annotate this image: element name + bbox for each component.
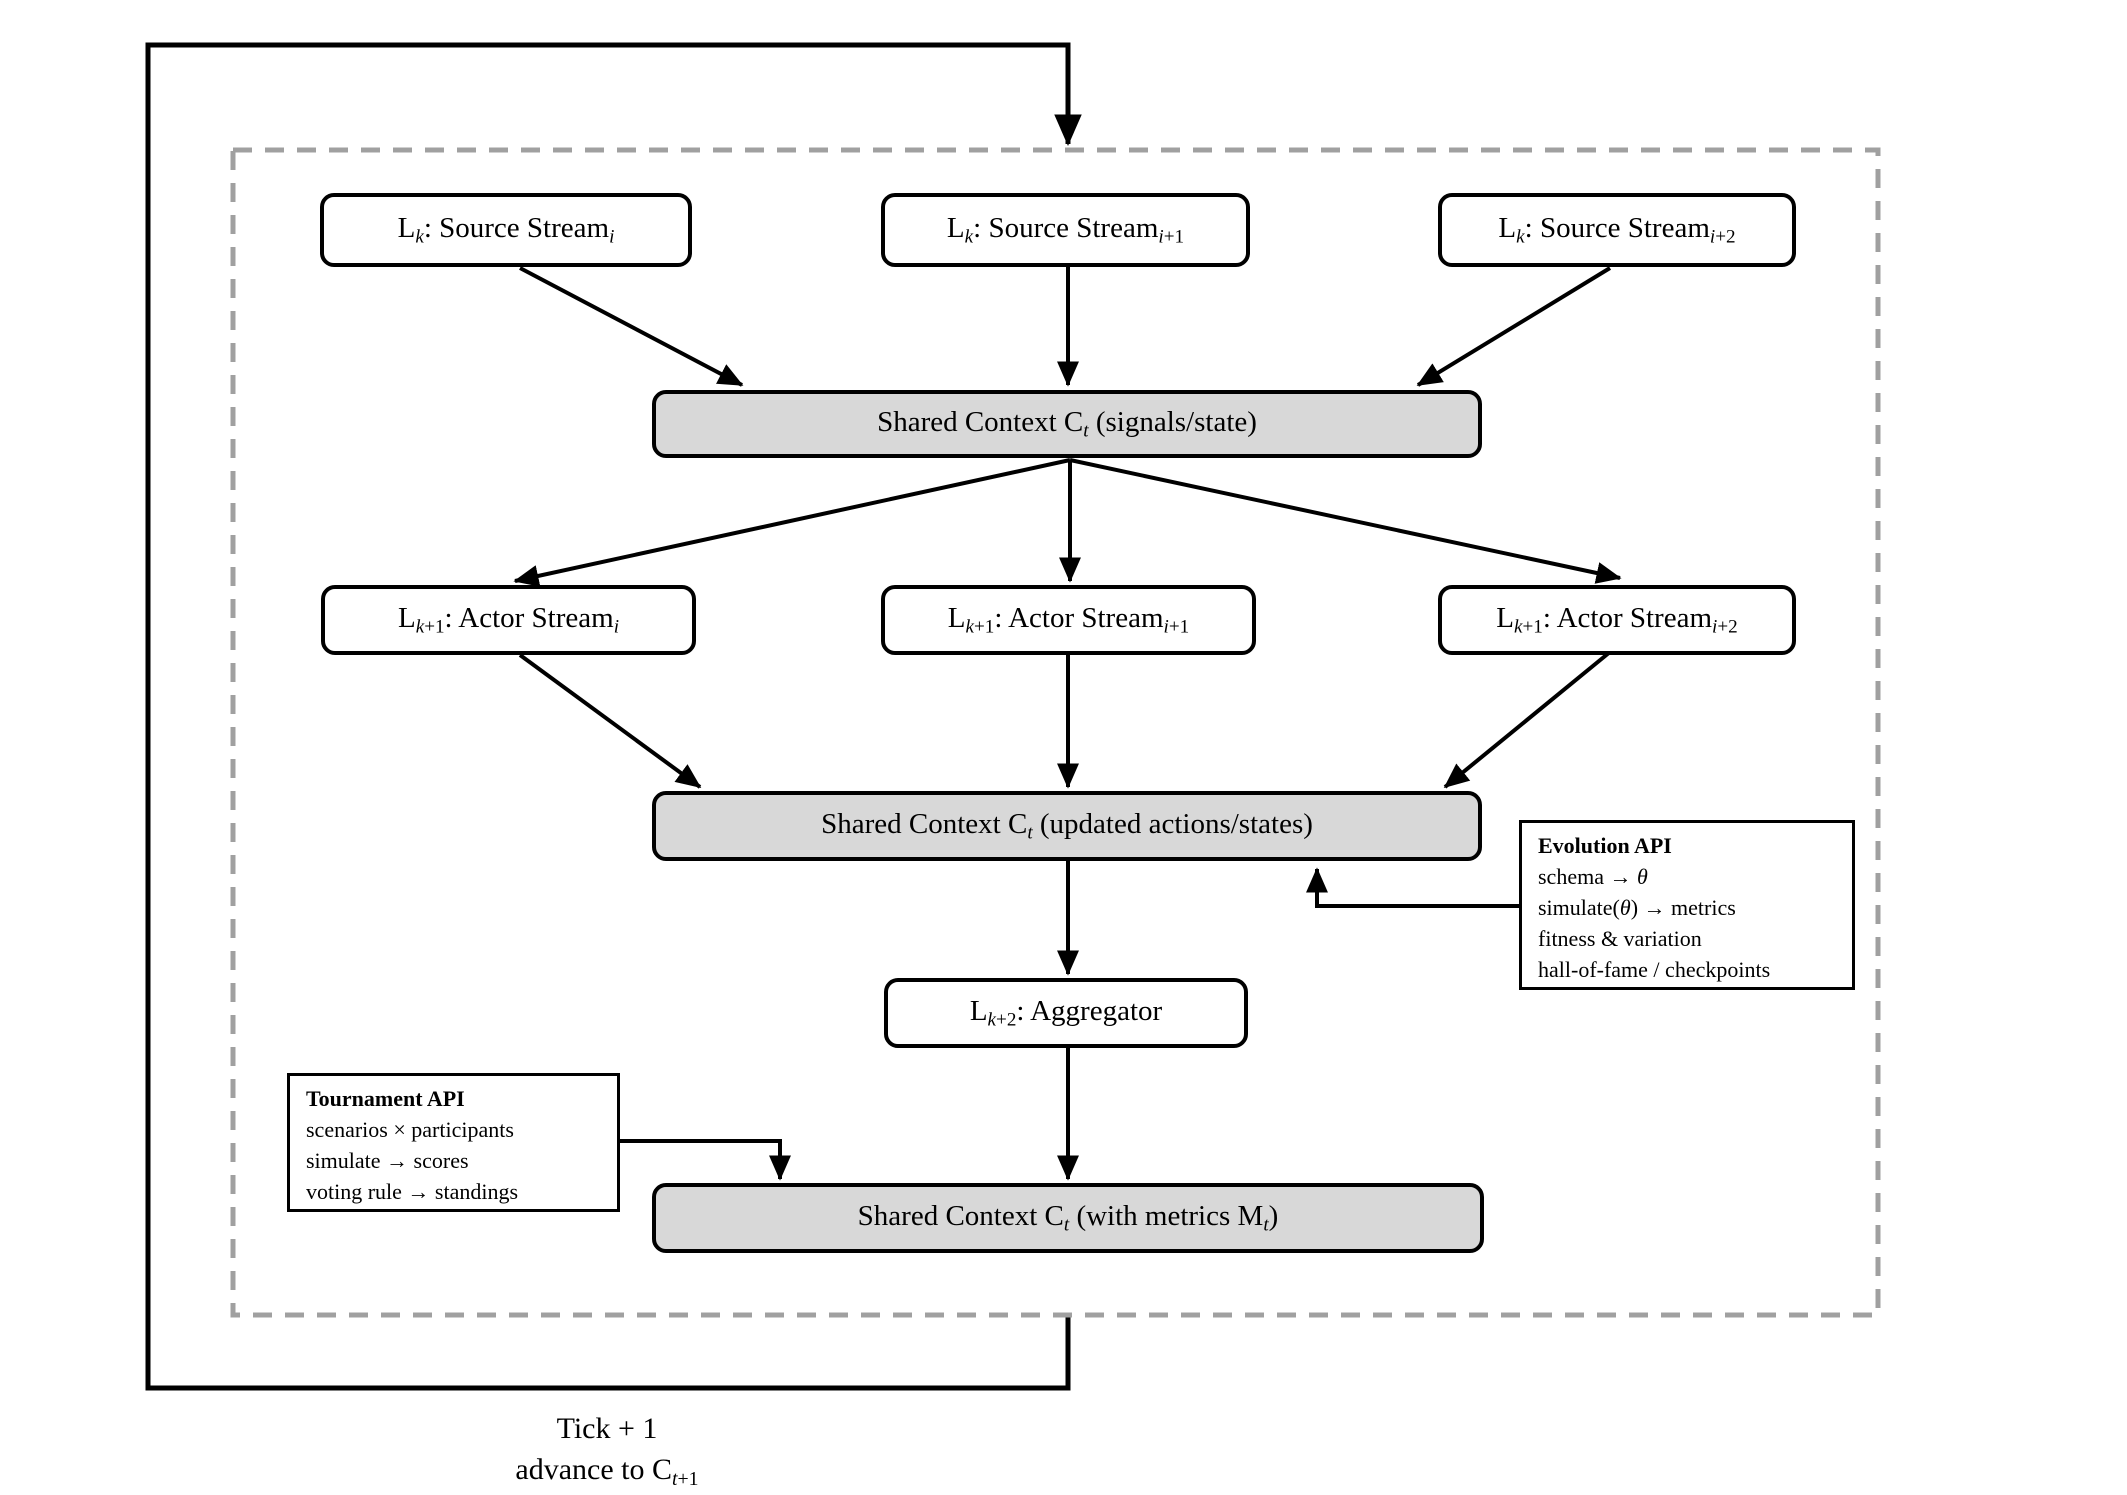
- tournament-api-line-voting: voting rule → standings: [306, 1179, 519, 1204]
- tick-loop-label-line2: advance to $C_{t+1}$: [515, 1453, 699, 1490]
- tick-loop-label-line1: Tick + 1: [556, 1412, 658, 1445]
- evolution-api-note: [1519, 820, 1855, 990]
- arrow-tournament-api-to-shared-metrics: [620, 1141, 780, 1179]
- tick-loop-label: [307, 1408, 907, 1495]
- node-shared-context-updated-label: Shared Context $C_t$ (updated actions/states): [821, 807, 1313, 844]
- evolution-api-line-fitness: fitness & variation: [1538, 926, 1702, 951]
- node-shared-context-signals: [652, 390, 1482, 458]
- arrow-actor1-to-shared-updated: [520, 655, 700, 787]
- tournament-api-line-simulate: simulate → scores: [306, 1148, 469, 1173]
- arrow-actor3-to-shared-updated: [1445, 652, 1610, 787]
- node-shared-context-signals-label: Shared Context $C_t$ (signals/state): [877, 405, 1257, 442]
- node-shared-context-metrics: [652, 1183, 1484, 1253]
- node-shared-context-metrics-label: Shared Context $C_t$ (with metrics $M_t$): [857, 1199, 1279, 1236]
- node-source-stream-i2: [1438, 193, 1796, 267]
- evolution-api-line-schema: schema → θ: [1538, 864, 1648, 889]
- node-actor-stream-i: [321, 585, 696, 655]
- arrow-evolution-api-to-shared-updated: [1317, 869, 1519, 906]
- node-source-stream-i1: [881, 193, 1250, 267]
- tournament-api-note: [287, 1073, 620, 1212]
- node-shared-context-updated: [652, 791, 1482, 861]
- node-actor-stream-i-label: $L_{k+1}$: Actor Stream$_i$: [397, 601, 620, 638]
- evolution-api-line-halloffame: hall-of-fame / checkpoints: [1538, 957, 1771, 982]
- node-aggregator-label: $L_{k+2}$: Aggregator: [969, 994, 1163, 1031]
- node-source-stream-i1-label: $L_k$: Source Stream$_{i+1}$: [946, 211, 1185, 248]
- node-source-stream-i2-label: $L_k$: Source Stream$_{i+2}$: [1498, 211, 1736, 248]
- node-actor-stream-i2-label: $L_{k+1}$: Actor Stream$_{i+2}$: [1496, 601, 1738, 638]
- evolution-api-line-simulate: simulate(θ) → metrics: [1538, 895, 1736, 920]
- arrow-source1-to-shared-signals: [520, 268, 742, 385]
- node-actor-stream-i2: [1438, 585, 1796, 655]
- tournament-api-title: Tournament API: [306, 1086, 465, 1111]
- node-actor-stream-i1-label: $L_{k+1}$: Actor Stream$_{i+1}$: [947, 601, 1190, 638]
- node-source-stream-i-label: $L_k$: Source Stream$_i$: [397, 211, 615, 248]
- evolution-api-title: Evolution API: [1538, 833, 1672, 858]
- arrow-shared-signals-to-actor1: [515, 460, 1070, 581]
- arrow-shared-signals-to-actor3: [1070, 460, 1620, 578]
- arrow-source3-to-shared-signals: [1418, 268, 1610, 385]
- node-source-stream-i: [320, 193, 692, 267]
- node-actor-stream-i1: [881, 585, 1256, 655]
- node-aggregator: [884, 978, 1248, 1048]
- tournament-api-line-scenarios: scenarios × participants: [306, 1117, 514, 1142]
